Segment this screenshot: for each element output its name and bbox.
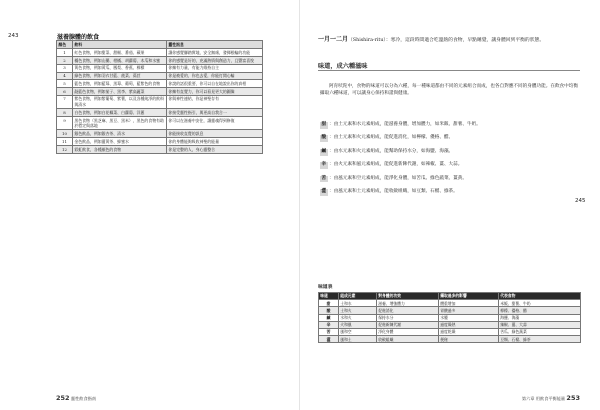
header-color: 顏色 bbox=[57, 41, 73, 49]
row-number: 3 bbox=[57, 64, 73, 72]
taste-tag: 甜 bbox=[321, 122, 327, 127]
row-drink: 黃色食物，例如黃瓜、鳳梨、香蕉、檸檬 bbox=[73, 64, 167, 72]
row-message: 你是完整的人，身心靈整合 bbox=[167, 145, 263, 153]
cell-effect: 收斂組織 bbox=[377, 336, 439, 343]
row-number: 9 bbox=[57, 117, 73, 130]
row-drink: 銀色飲品，例如銀杏茶、清水 bbox=[73, 130, 167, 138]
cell-taste: 酸 bbox=[319, 307, 339, 314]
taste-text: ：由水元素和火元素組成，能幫助保持水分，如海鹽、海藻。 bbox=[329, 148, 454, 154]
row-number: 5 bbox=[57, 80, 73, 88]
taste-item bbox=[320, 135, 578, 142]
row-number: 7 bbox=[57, 95, 73, 108]
cell-elements: 風和空 bbox=[339, 328, 377, 335]
side-page-number: 245 bbox=[575, 198, 586, 204]
taste-list bbox=[320, 122, 578, 202]
header-message: 靈性訊息 bbox=[167, 41, 263, 49]
taste-tag: 澀 bbox=[321, 188, 327, 194]
taste-item bbox=[320, 122, 578, 129]
table-header-row bbox=[57, 41, 263, 49]
table-row bbox=[57, 95, 263, 108]
table-row bbox=[57, 56, 263, 64]
cell-excess: 過度燥熱 bbox=[439, 321, 499, 328]
table-row bbox=[319, 314, 581, 321]
table-row bbox=[57, 130, 263, 138]
cell-effect: 滋養、增強體力 bbox=[377, 300, 439, 307]
table-row bbox=[319, 307, 581, 314]
page-number-top: 243 bbox=[8, 33, 19, 39]
cell-elements: 火和風 bbox=[339, 321, 377, 328]
table-row bbox=[319, 321, 581, 328]
row-message: 你是被愛的，你也去愛，你能打開心輪 bbox=[167, 72, 263, 80]
taste-item bbox=[320, 189, 578, 196]
row-message: 你說的話很重要，你可以自在地說出你的真相 bbox=[167, 80, 263, 88]
row-drink: 黑色食物（黑芝麻、黑豆、黑米），黑色的食物有助於穩定與落地 bbox=[73, 117, 167, 130]
taste-item bbox=[320, 149, 578, 156]
cell-taste: 甜 bbox=[319, 300, 339, 307]
cell-effect: 保持水分 bbox=[377, 314, 439, 321]
row-number: 8 bbox=[57, 109, 73, 117]
taste-table-header-row bbox=[319, 293, 581, 300]
header-drink: 飲料 bbox=[73, 41, 167, 49]
cell-taste: 苦 bbox=[319, 328, 339, 335]
taste-item bbox=[320, 162, 578, 169]
season-text: （Shishira-ritu）：寒冷，這段時間適合吃溫熱的食物，早點睡覺，讓身體回到平衡的狀態。 bbox=[348, 38, 545, 43]
table-row bbox=[319, 336, 581, 343]
cell-effect: 促進消化 bbox=[377, 307, 439, 314]
table-row bbox=[319, 300, 581, 307]
taste-tag: 鹹 bbox=[321, 148, 327, 154]
row-drink: 金色飲品，例如薑黃茶、蜂蜜水 bbox=[73, 138, 167, 146]
taste-tag: 酸 bbox=[321, 135, 327, 141]
taste-tag: 苦 bbox=[321, 175, 327, 181]
footer-page-number: 252 bbox=[56, 394, 70, 402]
taste-text: ：由風元素和空元素組成，能淨化身體，如苦瓜、綠色蔬菜、薑黃。 bbox=[329, 175, 467, 181]
subheading-divider bbox=[318, 70, 580, 71]
taste-table bbox=[318, 292, 581, 343]
cell-foods: 辣椒、薑、大蒜 bbox=[499, 321, 581, 328]
taste-text: ：由火元素和風元素組成，能促進新陳代謝，如辣椒、薑、大蒜。 bbox=[329, 162, 463, 168]
footer-chapter-title: 用飲食平衡能量 bbox=[535, 396, 566, 401]
right-footer bbox=[522, 394, 580, 402]
table-row bbox=[57, 109, 263, 117]
cell-elements: 水和火 bbox=[339, 314, 377, 321]
table-row bbox=[57, 49, 263, 57]
row-drink: 白色食物，例如白花椰菜、白蘿蔔、洋蔥 bbox=[73, 109, 167, 117]
cell-foods: 海鹽、海藻 bbox=[499, 314, 581, 321]
row-drink: 靛藍色食物，例如茄子、黑李、紫高麗菜 bbox=[73, 88, 167, 96]
header-effect: 對身體的功效 bbox=[377, 293, 439, 300]
row-number: 11 bbox=[57, 138, 73, 146]
subheading: 味道，成六種滋味 bbox=[318, 63, 368, 70]
section-title: 滋養腺體的飲食 bbox=[57, 34, 100, 41]
header-elements: 組成元素 bbox=[339, 293, 377, 300]
row-number: 12 bbox=[57, 145, 73, 153]
row-message: 你的身體能夠吸收神聖的能量 bbox=[167, 138, 263, 146]
taste-text: ：由風元素和土元素組成，能收斂組織，如豆類、石榴、綠茶。 bbox=[329, 188, 458, 194]
taste-text: ：由土元素和水元素組成，能滋養身體，增加體力，如米飯、甜薯、牛奶。 bbox=[329, 122, 481, 127]
row-drink: 彩虹飲食，各種顏色的食物 bbox=[73, 145, 167, 153]
row-number: 10 bbox=[57, 130, 73, 138]
taste-text: ：由土元素和火元素組成，能促進消化，如檸檬、優格、醋。 bbox=[329, 135, 454, 141]
cell-elements: 風和土 bbox=[339, 336, 377, 343]
table-row bbox=[57, 145, 263, 153]
row-drink: 橘色食物，例如山藥、柑橘、胡蘿蔔、木瓜和水蜜 bbox=[73, 56, 167, 64]
cell-foods: 檸檬、優格、醋 bbox=[499, 307, 581, 314]
row-message: 你與神性連結，你是神聖存有 bbox=[167, 95, 263, 108]
row-number: 1 bbox=[57, 49, 73, 57]
row-message: 你能接收直覺的訊息 bbox=[167, 130, 263, 138]
table-row bbox=[319, 328, 581, 335]
cell-foods: 苦瓜、綠色蔬菜 bbox=[499, 328, 581, 335]
row-message: 你擁有力量，有能力維持自主 bbox=[167, 64, 263, 72]
cell-foods: 米飯、甜薯、牛奶 bbox=[499, 300, 581, 307]
row-drink: 綠色食物，例如羽衣甘藍、菠菜、萵苣 bbox=[73, 72, 167, 80]
footer-book-title: 靈性飲食指南 bbox=[70, 396, 97, 401]
taste-table-label: 味道表 bbox=[318, 285, 333, 290]
row-message: 讓你感覺腳踏實地，安全無虞，發揮根輪的功能 bbox=[167, 49, 263, 57]
cell-excess: 便秘 bbox=[439, 336, 499, 343]
row-message: 你接受靈性指引，與更高自我合一 bbox=[167, 109, 263, 117]
row-message: 你的感覺是好的，充滿熱情與創造力，且豐富喜悅 bbox=[167, 56, 263, 64]
header-excess: 攝取過多的影響 bbox=[439, 293, 499, 300]
row-drink: 紫色食物，例如紫葡萄、紫薯，以及各種純淨的飲料與清水 bbox=[73, 95, 167, 108]
left-footer bbox=[56, 394, 96, 402]
cell-taste: 鹹 bbox=[319, 314, 339, 321]
row-drink: 紅色食物，例如甜菜、甜椒、番茄、蘋果 bbox=[73, 49, 167, 57]
row-number: 4 bbox=[57, 72, 73, 80]
cell-elements: 土和火 bbox=[339, 307, 377, 314]
color-drink-table bbox=[56, 40, 263, 154]
taste-tag: 辛 bbox=[321, 162, 327, 168]
table-row bbox=[57, 80, 263, 88]
footer-chapter: 第六章 bbox=[521, 396, 535, 401]
taste-item bbox=[320, 176, 578, 183]
table-row bbox=[57, 64, 263, 72]
cell-taste: 澀 bbox=[319, 336, 339, 343]
intro-paragraph: 阿育吠陀中，食物的味道可以分為六種，每一種味道都由不同的元素組合而成，也各自對應不同的身體功能。在飲食中均衡攝取六種味道，可以讓身心保持和諧與健康。 bbox=[320, 83, 578, 96]
row-number: 2 bbox=[57, 56, 73, 64]
header-taste: 味道 bbox=[319, 293, 339, 300]
cell-foods: 豆類、石榴、綠茶 bbox=[499, 336, 581, 343]
cell-taste: 辛 bbox=[319, 321, 339, 328]
season-label: 一月一二月 bbox=[318, 36, 349, 43]
table-row bbox=[57, 117, 263, 130]
footer-page-number-right: 253 bbox=[566, 394, 580, 402]
row-message: 你可以在滋養中安住，讓靈魂得到修復 bbox=[167, 117, 263, 130]
table-row bbox=[57, 72, 263, 80]
row-drink: 藍色食物，例如藍莓、黑莓、葡萄，藍紫色的食物 bbox=[73, 80, 167, 88]
cell-effect: 淨化身體 bbox=[377, 328, 439, 335]
table-row bbox=[57, 88, 263, 96]
table-row bbox=[57, 138, 263, 146]
row-message: 你擁有直覺力，你可以看見更大的圖像 bbox=[167, 88, 263, 96]
row-number: 6 bbox=[57, 88, 73, 96]
cell-excess: 胃酸過多 bbox=[439, 307, 499, 314]
cell-excess: 水腫 bbox=[439, 314, 499, 321]
cell-effect: 促進新陳代謝 bbox=[377, 321, 439, 328]
cell-elements: 土和水 bbox=[339, 300, 377, 307]
header-foods: 代表食物 bbox=[499, 293, 581, 300]
season-line bbox=[318, 36, 580, 44]
cell-excess: 體重增加 bbox=[439, 300, 499, 307]
cell-excess: 過度乾燥 bbox=[439, 328, 499, 335]
